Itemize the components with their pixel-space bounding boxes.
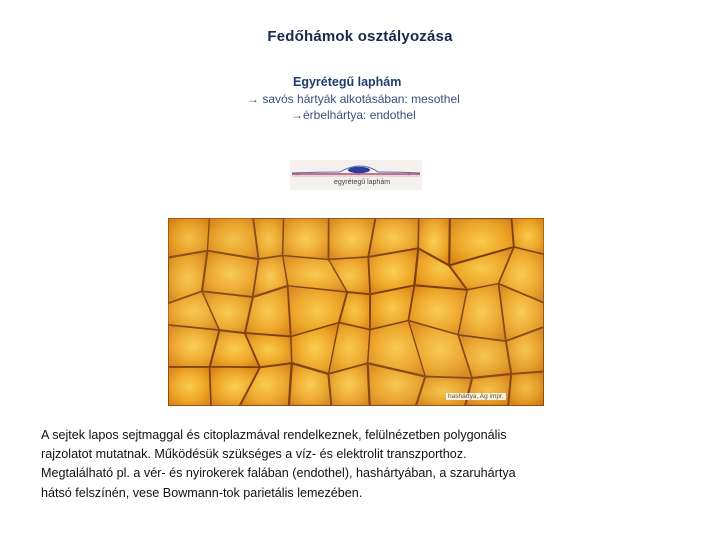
description-line: Megtalálható pl. a vér- és nyirokerek falában (endothel), hashártyában, a szaruhártya [41, 466, 516, 481]
section-subtitle: Egyrétegű laphám [293, 75, 402, 89]
diagram-label: egyrétegű laphám [334, 179, 391, 186]
micrograph-caption: hashártya, Ag impr. [448, 393, 504, 400]
description-text [41, 426, 661, 503]
slide-title: Fedőhámok osztályozása [267, 28, 453, 45]
description-line: A sejtek lapos sejtmaggal és citoplazmával rendelkeznek, felülnézetben polygonális [41, 428, 507, 442]
svg-text:×: × [296, 172, 299, 178]
endothel-line: →érbelhártya: endothel [291, 108, 416, 122]
description-line: rajzolatot mutatnak. Működésük szükséges a víz- és elektrolit transzporthoz. [41, 447, 467, 462]
svg-text:×: × [408, 172, 411, 178]
micrograph-image [168, 218, 544, 406]
nucleus-shape [348, 167, 370, 173]
mesothel-line: → savós hártyák alkotásában: mesothel [247, 92, 460, 106]
description-line: hátsó felszínén, vese Bowmann-tok parietális lemezében. [41, 485, 363, 500]
